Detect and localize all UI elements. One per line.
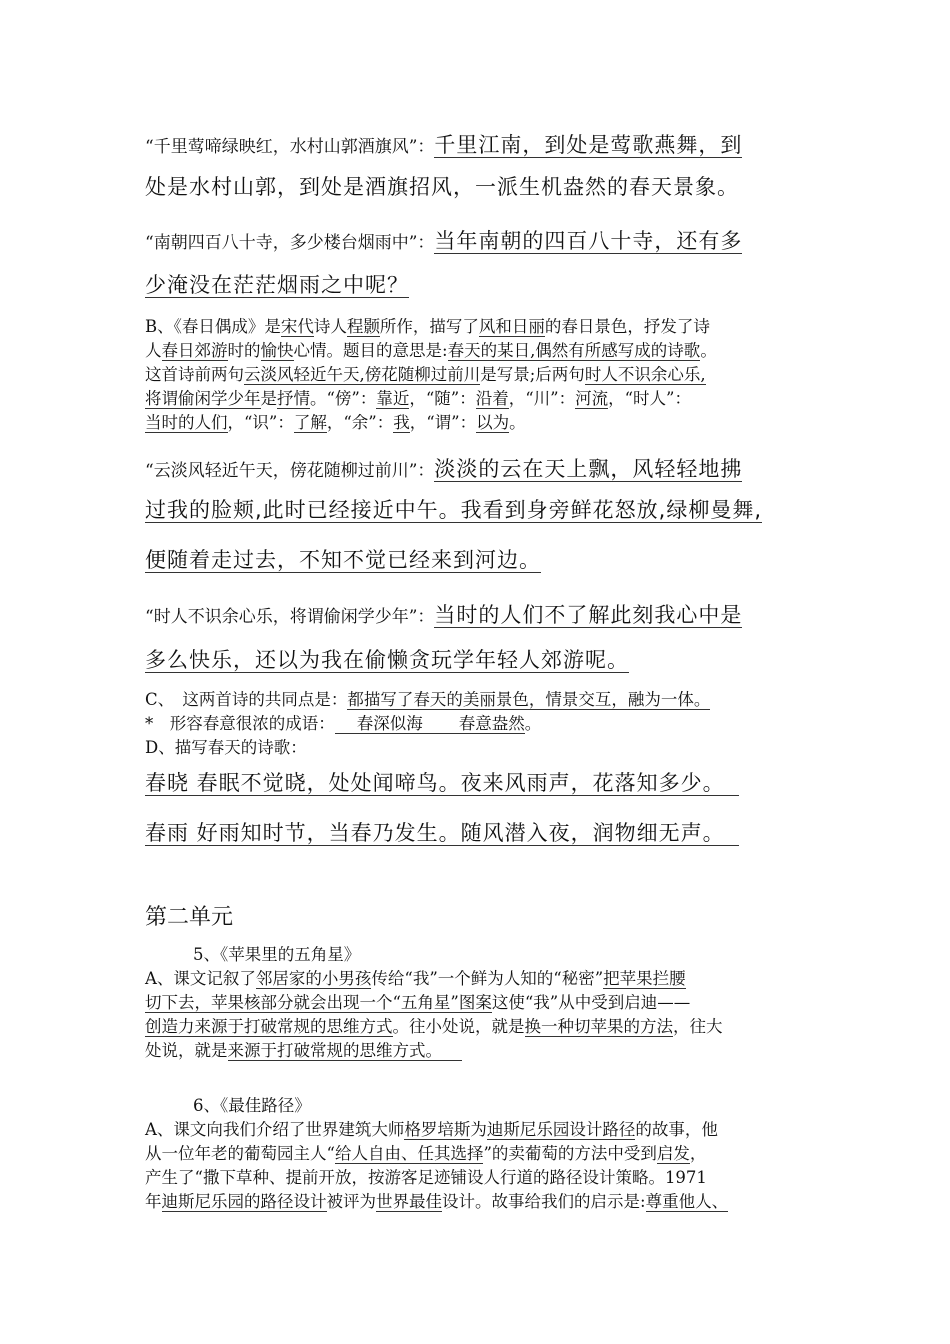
q3-label: “云淡风轻近午天，傍花随柳过前川”： (145, 461, 435, 481)
l6-text: 从一位年老的葡萄园主人“ (145, 1144, 335, 1163)
q4-answer-2: 多么快乐，还以为我在偷懒贪玩学年轻人郊游呢。 (145, 648, 629, 672)
b-blank: 靠近 (376, 389, 410, 408)
b-text: 是写景;后两句 (480, 365, 585, 384)
l6-text: 年 (145, 1192, 162, 1211)
l6-text: 。1971 (648, 1168, 707, 1187)
q4-answer-1: 当时的人们不了解此刻我心中是 (434, 603, 743, 627)
poem-1-text: 春晓 春眠不觉晓，处处闻啼鸟。夜来风雨声，花落知多少。 (145, 771, 739, 796)
q3-line3 (145, 545, 541, 575)
c-text: C、 这两首诗的共同点是： (145, 690, 348, 709)
poem-2 (145, 818, 739, 848)
b-blank: 程颢 (346, 317, 380, 336)
l5-blank: 把苹果拦腰 (603, 969, 686, 988)
b-blank: 宋代 (280, 317, 314, 336)
poem-2-text: 春雨 好雨知时节，当春乃发生。随风潜入夜，润物细无声。 (145, 821, 739, 846)
b-blank: 风和日丽 (478, 317, 545, 336)
l5-blank: 换一种切苹果的方法 (524, 1017, 673, 1036)
b-text: ，“随”： (409, 389, 476, 408)
q3-line1 (145, 454, 742, 484)
b-text: 诗人 (313, 317, 347, 336)
b-text: 这首诗前两句 (145, 365, 244, 384)
l5-text: 传给“我”一个鲜为人知的“秘密” (371, 969, 604, 988)
q4-line1 (145, 600, 742, 630)
b-text: ，“时人”： (608, 389, 691, 408)
l6-blank: 给人自由、任其选择 (334, 1144, 484, 1163)
q2-answer-1: 当年南朝的四百八十寺，还有多 (434, 229, 743, 253)
b-text: 所作，描写了 (379, 317, 479, 336)
c-text: * 形容春意很浓的成语： (145, 714, 335, 733)
q1-answer-1: 千里江南，到处是莺歌燕舞，到 (434, 133, 743, 157)
b-text: ，“谓”： (409, 413, 477, 432)
l6-text: 为 (470, 1120, 487, 1139)
b-blank: 春日郊游 (161, 341, 228, 360)
b-blank: 当时的人们 (145, 413, 228, 432)
l6-blank: 启发 (656, 1144, 690, 1163)
b-text: B、《春日偶成》是 (145, 317, 281, 336)
lesson-6: 6、《最佳路径》 A、课文向我们介绍了世界建筑大师格罗培斯为迪斯尼乐园设计路径的故事，他 从一位年老的葡萄园主人“给人自由、任其选择”的卖葡萄的方法中受到启发， 产生了“撒下草种、提前开放，按游客足迹铺设人行道的路径设计策略。1971 年迪斯尼乐园的路径设计被评为世界最佳设计。故事给我们的启示是:尊重他人、 (145, 1094, 810, 1214)
l5-text: ，往大 (673, 1017, 723, 1036)
q2-line1 (145, 226, 742, 256)
c-blank: 都描写了春天的美丽景色，情景交互，融为一体。 (347, 690, 711, 709)
l6-blank: 世界最佳 (376, 1192, 442, 1211)
l5-text: 。往小处说，就是 (392, 1017, 525, 1036)
q1-line2 (145, 172, 739, 202)
b-blank: 河流 (575, 389, 609, 408)
l5-blank: 切下去，苹果核部分就会出现一个“五角星”图案 (145, 993, 492, 1012)
b-text: 是 (260, 389, 277, 408)
q3-answer-1: 淡淡的云在天上飘，风轻轻地拂 (434, 457, 743, 481)
b-blank: 愉快 (260, 341, 294, 360)
l6-text: 撒下草种、提前开放，按游客足迹铺设人行道的路径设计策略 (202, 1168, 649, 1187)
b-blank: 时人不识余心乐, (584, 365, 706, 384)
l5-blank: 来源于打破常规的思维方式。 (228, 1041, 463, 1061)
b-blank: 抒情 (277, 389, 310, 408)
q1-line1 (145, 130, 742, 160)
q3-line2 (145, 495, 762, 525)
l5-text: A、课文记叙了 (145, 969, 256, 988)
l6-blank: 尊重他人、 (645, 1192, 729, 1211)
l6-text: 产生了“ (145, 1168, 203, 1187)
poem-1 (145, 768, 739, 798)
q4-line2 (145, 645, 629, 675)
c-text: 。 (524, 714, 542, 733)
b-text: 。“傍”： (310, 389, 377, 408)
q4-label: “时人不识余心乐，将谓偷闲学少年”： (145, 607, 435, 627)
q2-answer-2: 少淹没在茫茫烟雨之中呢？ (145, 273, 409, 297)
l6-text: 的故事，他 (635, 1120, 718, 1139)
q2-label: “南朝四百八十寺，多少楼台烟雨中”： (145, 233, 435, 253)
b-blank: 春天的某日,偶然有所感写成的诗歌 (447, 341, 701, 360)
b-text: ，“余”： (326, 413, 394, 432)
b-text: 。 (509, 413, 526, 432)
l5-blank: 邻居家的小男孩 (255, 969, 372, 988)
q1-label: “千里莺啼绿映红，水村山郭酒旗风”： (145, 137, 435, 157)
lesson-6-title: 6、《最佳路径》 (193, 1096, 311, 1115)
l6-blank: 迪斯尼乐园设计路径 (486, 1120, 636, 1139)
q2-line2 (145, 270, 409, 300)
l6-text: 设计。故事给我们的启示是: (442, 1192, 646, 1211)
b-text: 人 (145, 341, 162, 360)
q1-answer-2: 处是水村山郭，到处是酒旗招风，一派生机盎然的春天景象。 (145, 175, 739, 199)
lesson-5 (145, 943, 810, 1063)
unit-title: 第二单元 (145, 905, 234, 930)
b-blank: 了解 (293, 413, 327, 432)
l6-text: A、课文向我们介绍了世界建筑大师 (145, 1120, 405, 1139)
d-title: D、描写春天的诗歌： (145, 738, 307, 757)
idiom-2: 春意盎然 (441, 714, 525, 734)
section-b: B、《春日偶成》是宋代诗人程颢所作，描写了风和日丽的春日景色，抒发了诗 人春日郊游时的愉快心情。题目的意思是:春天的某日,偶然有所感写成的诗歌。 这首诗前两句云淡风轻近午天,傍花随柳过前川是写景;后两句时人不识余心乐, 将谓偷闲学少年是抒情。“傍”：靠近，“随”：沿着，“川”：河流，“时人”： 当时的人们，“识”：了解，“余”：我，“谓”：以为。 (145, 317, 717, 432)
l5-blank: 创造力来源于打破常规的思维方式 (145, 1017, 393, 1036)
q3-answer-3: 便随着走过去，不知不觉已经来到河边。 (145, 548, 541, 572)
b-blank: 将谓偷闲学少年 (145, 389, 261, 408)
b-text: 的春日景色，抒发了诗 (544, 317, 710, 336)
l5-text: 处说，就是 (145, 1041, 228, 1060)
b-blank: 我 (393, 413, 410, 432)
l6-blank: 迪斯尼乐园的路径设计 (161, 1192, 327, 1211)
l6-text: ”的卖葡萄的方法中受到 (483, 1144, 657, 1163)
b-blank: 云淡风轻近午天,傍花随柳过前川 (244, 365, 481, 384)
l6-text: 被评为 (326, 1192, 376, 1211)
b-text: 时的 (227, 341, 261, 360)
b-text: ，“川”： (508, 389, 576, 408)
l6-blank: 格罗培斯 (404, 1120, 471, 1139)
section-c (145, 688, 810, 760)
q3-answer-2: 过我的脸颊,此时已经接近中午。我看到身旁鲜花怒放,绿柳曼舞, (145, 498, 763, 522)
lesson-5-title: 5、《苹果里的五角星》 (193, 945, 361, 964)
l5-text: 这使“我”从中受到启迪—— (491, 993, 691, 1012)
idiom-1: 春深似海 (335, 714, 441, 734)
b-text: ，“识”： (227, 413, 294, 432)
b-text: 心情。题目的意思是: (293, 341, 448, 360)
b-blank: 沿着 (475, 389, 509, 408)
b-blank: 以为 (476, 413, 510, 432)
